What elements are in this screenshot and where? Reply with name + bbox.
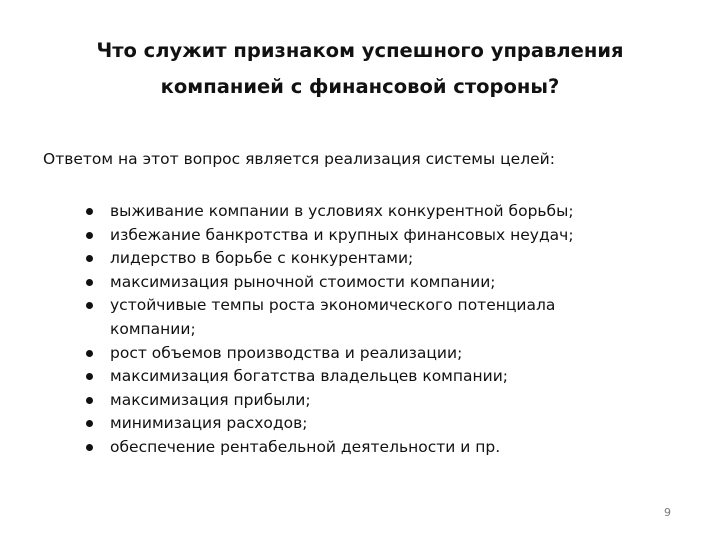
list-item: [85, 412, 685, 436]
bullet-icon: [86, 279, 93, 286]
goal-text: максимизация прибыли;: [110, 390, 311, 409]
list-item: [85, 224, 685, 248]
bullet-icon: [86, 397, 93, 404]
goal-text: лидерство в борьбе с конкурентами;: [110, 249, 414, 268]
bullet-icon: [86, 420, 93, 427]
slide-title: [60, 33, 660, 105]
bullet-icon: [86, 373, 93, 380]
goal-text: рост объемов производства и реализации;: [110, 343, 463, 362]
goal-text: максимизация рыночной стоимости компании;: [110, 272, 496, 291]
page-number: 9: [664, 506, 671, 519]
list-item: [85, 294, 685, 341]
goal-text: избежание банкротства и крупных финансовых неудач;: [110, 225, 574, 244]
list-item: [85, 271, 685, 295]
goal-text-continuation: компании;: [110, 319, 196, 338]
list-item: [85, 365, 685, 389]
bullet-icon: [86, 302, 93, 309]
goal-list: [85, 200, 685, 460]
goal-text: выживание компании в условиях конкурентной борьбы;: [110, 202, 574, 220]
list-item: [85, 342, 685, 366]
goal-text: обеспечение рентабельной деятельности и пр.: [110, 437, 501, 456]
list-item: [85, 247, 685, 271]
bullet-icon: [86, 444, 93, 451]
list-item: [85, 389, 685, 413]
slide-title-line-2: компанией с финансовой стороны?: [160, 75, 560, 98]
slide-title-line-1: Что служит признаком успешного управления: [96, 39, 624, 62]
bullet-icon: [86, 232, 93, 239]
intro-text: Ответом на этот вопрос является реализация системы целей:: [43, 150, 555, 168]
list-item: [85, 200, 685, 224]
goal-text: устойчивые темпы роста экономического потенциала: [110, 296, 556, 315]
list-item: [85, 436, 685, 460]
bullet-icon: [86, 208, 93, 215]
bullet-icon: [86, 350, 93, 357]
goal-text: минимизация расходов;: [110, 414, 308, 433]
goal-text: максимизация богатства владельцев компании;: [110, 367, 509, 386]
bullet-icon: [86, 255, 93, 262]
